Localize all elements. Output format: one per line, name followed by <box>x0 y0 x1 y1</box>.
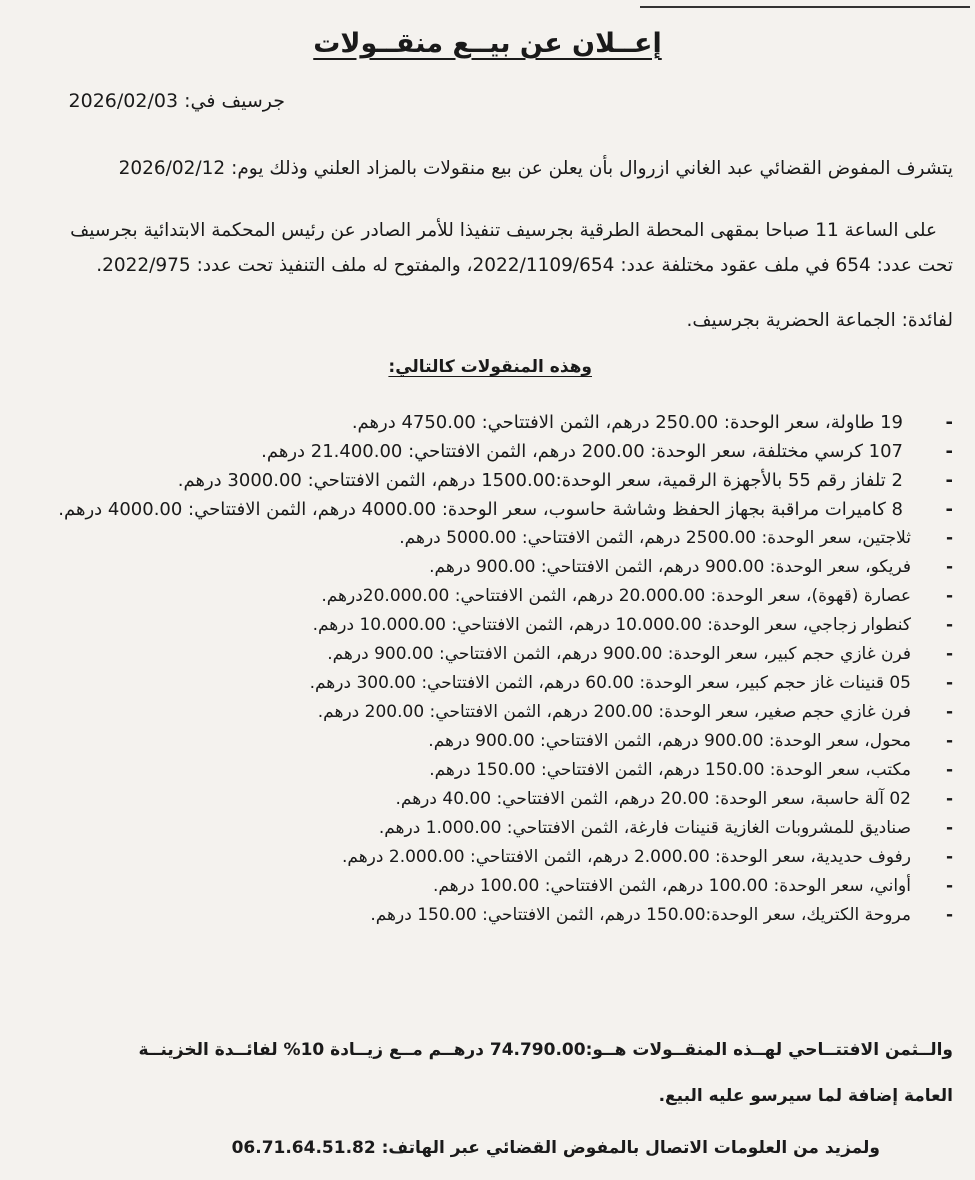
list-item <box>13 814 953 843</box>
list-item <box>13 524 953 553</box>
item-text: عصارة (قهوة)، سعر الوحدة: 20.000.00 درهم، الثمن الافتتاحي: 20.000.00درهم. <box>321 586 911 606</box>
item-text: صناديق للمشروبات الغازية قنينات فارغة، الثمن الافتتاحي: 1.000.00 درهم. <box>378 818 911 838</box>
item-text: 19 طاولة، سعر الوحدة: 250.00 درهم، الثمن الافتتاحي: 4750.00 درهم. <box>351 412 903 433</box>
bullet-dash: - <box>945 470 953 491</box>
bullet-dash: - <box>945 644 953 664</box>
list-item <box>13 756 953 785</box>
intro-line-3: تحت عدد: 654 في ملف عقود مختلفة عدد: 2022/1109/654، والمفتوح له ملف التنفيذ تحت عدد: 2022/975. <box>96 255 953 276</box>
intro-line-1: يتشرف المفوض القضائي عبد الغاني ازروال بأن يعلن عن بيع منقولات بالمزاد العلني وذلك يوم: 2026/02/12 <box>118 158 953 179</box>
bullet-dash: - <box>945 615 953 635</box>
item-text: أواني، سعر الوحدة: 100.00 درهم، الثمن الافتتاحي: 100.00 درهم. <box>432 876 911 896</box>
list-item <box>13 582 953 611</box>
bullet-dash: - <box>945 760 953 780</box>
item-text: 2 تلفاز رقم 55 بالأجهزة الرقمية، سعر الوحدة:1500.00 درهم، الثمن الافتتاحي: 3000.00 درهم. <box>177 470 903 491</box>
opening-total-line-2: العامة إضافة لما سيرسو عليه البيع. <box>658 1086 953 1106</box>
list-item <box>13 901 953 930</box>
bullet-dash: - <box>945 905 953 925</box>
bullet-dash: - <box>945 528 953 548</box>
bullet-dash: - <box>945 789 953 809</box>
list-item <box>13 698 953 727</box>
item-text: محول، سعر الوحدة: 900.00 درهم، الثمن الافتتاحي: 900.00 درهم. <box>428 731 911 751</box>
bullet-dash: - <box>945 499 953 520</box>
place-date: جرسيف في: 2026/02/03 <box>68 90 285 112</box>
list-item <box>13 495 953 524</box>
bullet-dash: - <box>945 441 953 462</box>
item-text: 05 قنينات غاز حجم كبير، سعر الوحدة: 60.00 درهم، الثمن الافتتاحي: 300.00 درهم. <box>309 673 911 693</box>
list-item <box>13 437 953 466</box>
item-text: 02 آلة حاسبة، سعر الوحدة: 20.00 درهم، الثمن الافتتاحي: 40.00 درهم. <box>395 789 911 809</box>
list-item <box>13 466 953 495</box>
item-text: فرن غازي حجم كبير، سعر الوحدة: 900.00 درهم، الثمن الافتتاحي: 900.00 درهم. <box>327 644 911 664</box>
item-text: فريكو، سعر الوحدة: 900.00 درهم، الثمن الافتتاحي: 900.00 درهم. <box>429 557 911 577</box>
item-text: فرن غازي حجم صغير، سعر الوحدة: 200.00 درهم، الثمن الافتتاحي: 200.00 درهم. <box>317 702 911 722</box>
list-item <box>13 553 953 582</box>
list-item <box>13 843 953 872</box>
items-heading: وهذه المنقولات كالتالي: <box>388 357 592 377</box>
opening-total-line: والــثمن الافتتــاحي لهــذه المنقــولات هــو:74.790.00 درهــم مــع زيــادة 10% لفائــدة الخزينــة <box>138 1040 953 1060</box>
intro-line-2: على الساعة 11 صباحا بمقهى المحطة الطرقية بجرسيف تنفيذا للأمر الصادر عن رئيس المحكمة الابتدائية بجرسيف <box>70 220 937 241</box>
bullet-dash: - <box>945 876 953 896</box>
item-text: ثلاجتين، سعر الوحدة: 2500.00 درهم، الثمن الافتتاحي: 5000.00 درهم. <box>399 528 911 548</box>
item-text: مروحة الكتريك، سعر الوحدة:150.00 درهم، الثمن الافتتاحي: 150.00 درهم. <box>370 905 911 925</box>
top-border-line <box>640 6 970 8</box>
list-item <box>13 785 953 814</box>
bullet-dash: - <box>945 673 953 693</box>
beneficiary-line: لفائدة: الجماعة الحضرية بجرسيف. <box>686 310 953 331</box>
bullet-dash: - <box>945 847 953 867</box>
item-text: مكتب، سعر الوحدة: 150.00 درهم، الثمن الافتتاحي: 150.00 درهم. <box>429 760 911 780</box>
list-item <box>13 872 953 901</box>
bullet-dash: - <box>945 586 953 606</box>
list-item <box>13 669 953 698</box>
item-text: رفوف حديدية، سعر الوحدة: 2.000.00 درهم، الثمن الافتتاحي: 2.000.00 درهم. <box>342 847 911 867</box>
bullet-dash: - <box>945 702 953 722</box>
list-item <box>13 408 953 437</box>
list-item <box>13 640 953 669</box>
list-item <box>13 611 953 640</box>
item-text: 107 كرسي مختلفة، سعر الوحدة: 200.00 درهم، الثمن الافتتاحي: 21.400.00 درهم. <box>261 441 903 462</box>
item-text: كنطوار زجاجي، سعر الوحدة: 10.000.00 درهم، الثمن الافتتاحي: 10.000.00 درهم. <box>312 615 911 635</box>
notice-title: إعــلان عن بيــع منقــولات <box>313 28 662 59</box>
contact-phone-line: ولمزيد من العلومات الاتصال بالمفوض القضائي عبر الهاتف: 06.71.64.51.82 <box>231 1138 880 1158</box>
bullet-dash: - <box>945 557 953 577</box>
bullet-dash: - <box>945 818 953 838</box>
item-text: 8 كاميرات مراقبة بجهاز الحفظ وشاشة حاسوب، سعر الوحدة: 4000.00 درهم، الثمن الافتتاحي: 4000.00 درهم. <box>58 499 903 520</box>
bullet-dash: - <box>945 731 953 751</box>
list-item <box>13 727 953 756</box>
bullet-dash: - <box>945 412 953 433</box>
items-list <box>13 408 953 930</box>
